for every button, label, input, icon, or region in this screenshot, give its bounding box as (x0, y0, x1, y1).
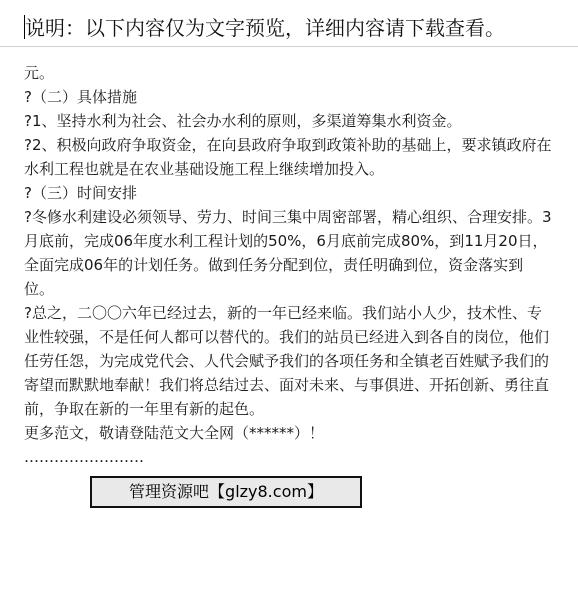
paragraph: ?冬修水利建设必须领导、劳力、时间三集中周密部署，精心组织、合理安排。3月底前，完成06年度水利工程计划的50%，6月底前完成80%，到11月20日，全面完成06年的计划任务。做到任务分配到位，责任明确到位，资金落实到位。 (24, 208, 552, 298)
preview-notice-bar (0, 0, 578, 47)
dotted-separator: …………………… (24, 448, 144, 466)
site-watermark-box: 管理资源吧【glzy8.com】 (90, 476, 362, 508)
paragraph: ?2、积极向政府争取资金，在向县政府争取到政策补助的基础上，要求镇政府在水利工程也就是在农业基础设施工程上继续增加投入。 (24, 136, 552, 178)
document-body (24, 61, 552, 469)
paragraph: ?总之，二〇〇六年已经过去，新的一年已经来临。我们站小人少，技术性、专业性较强，不是任何人都可以替代的。我们的站员已经进入到各自的岗位，他们任劳任怨，为完成党代会、人代会赋予我们的各项任务和全镇老百姓赋予我们的寄望而默默地奉献！我们将总结过去、面对未来、与事俱进、开拓创新、勇往直前，争取在新的一年里有新的起色。 (24, 304, 550, 418)
paragraph: 元。 (24, 64, 55, 82)
section-heading: ?（二）具体措施 (24, 88, 137, 106)
promo-line: 更多范文，敬请登陆范文大全网（******）！ (24, 424, 325, 442)
section-heading: ?（三）时间安排 (24, 184, 137, 202)
paragraph: ?1、坚持水利为社会、社会办水利的原则，多渠道筹集水利资金。 (24, 112, 462, 130)
preview-notice-text: 说明：以下内容仅为文字预览，详细内容请下载查看。 (25, 16, 505, 40)
